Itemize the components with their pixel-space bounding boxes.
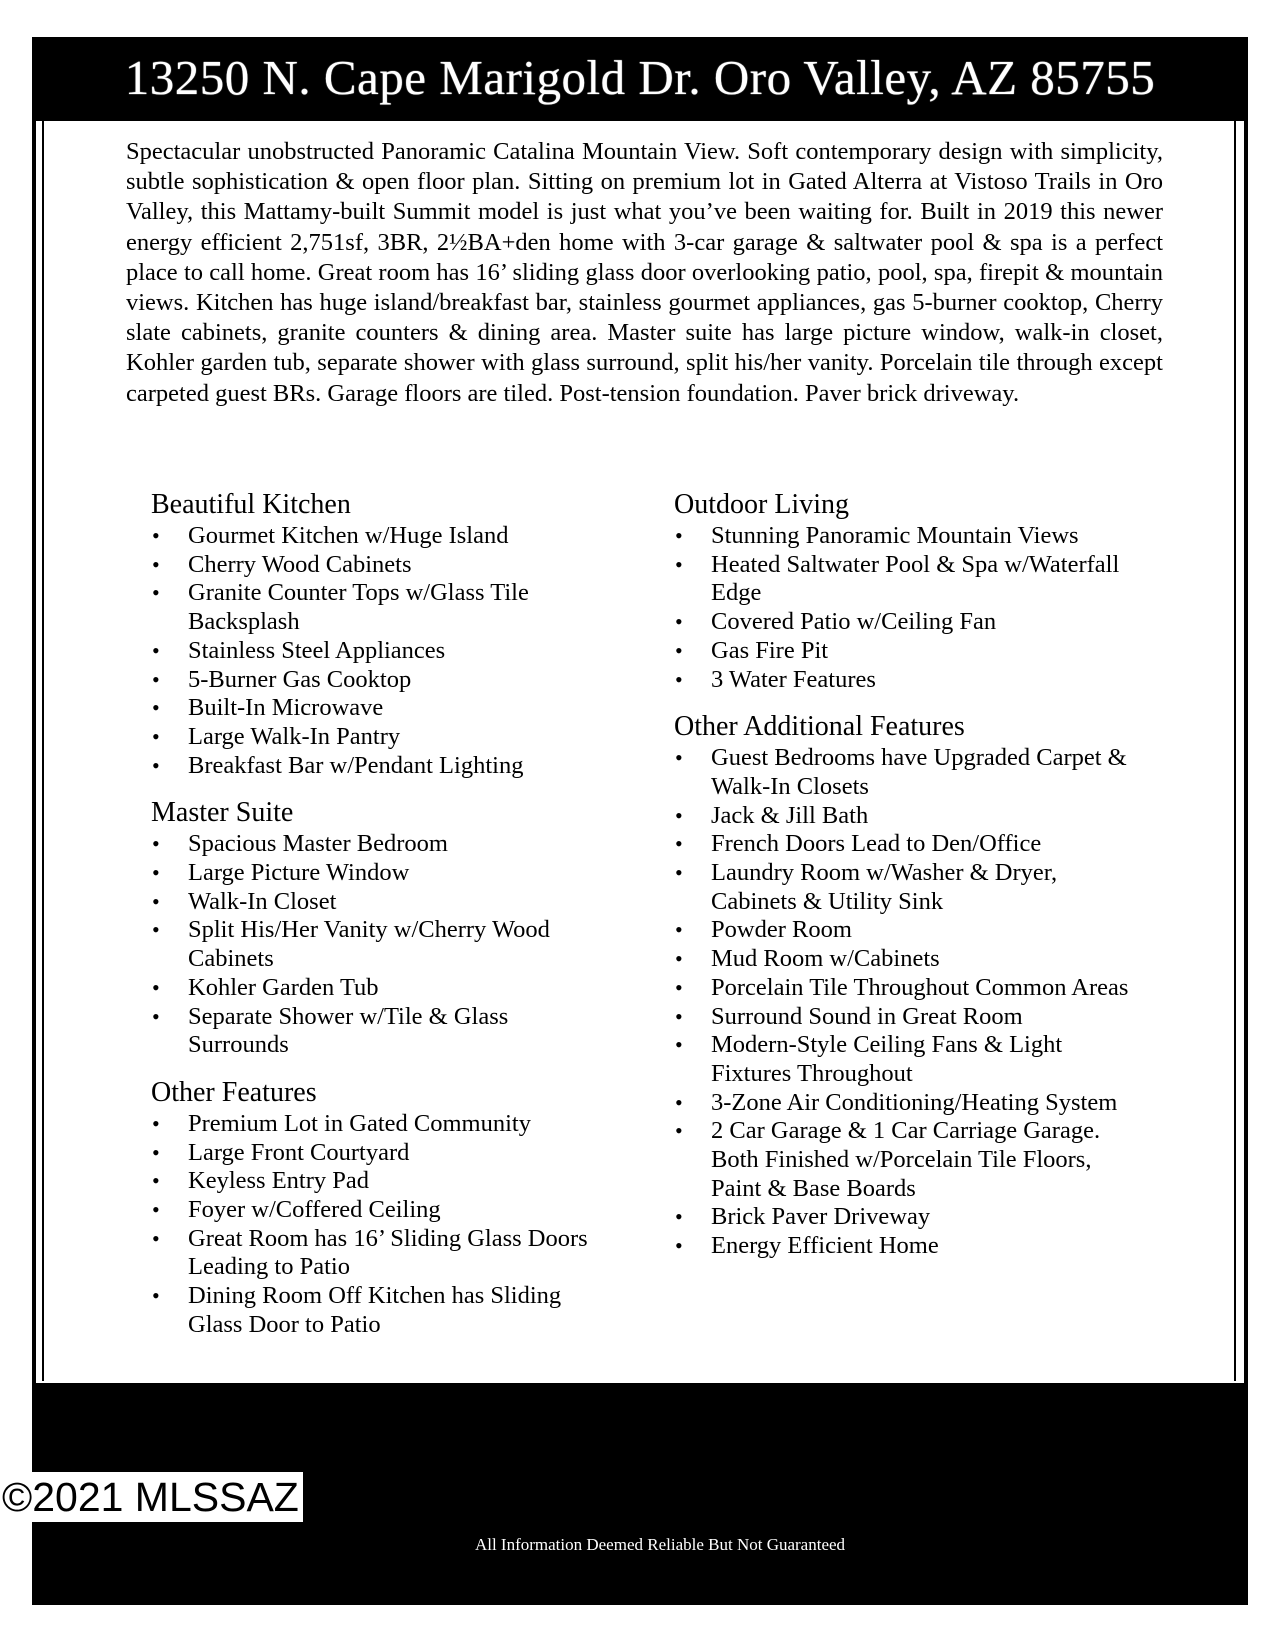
- feature-list-item: • Breakfast Bar w/Pendant Lighting: [151, 752, 611, 781]
- feature-list-item: • Porcelain Tile Throughout Common Areas: [674, 974, 1144, 1003]
- feature-list-item: • 3 Water Features: [674, 666, 1144, 695]
- feature-list-item: • Gas Fire Pit: [674, 637, 1144, 666]
- section-title-outdoor-living: Outdoor Living: [674, 489, 849, 520]
- feature-list-other-features: [151, 1110, 611, 1340]
- feature-list-item: • Foyer w/Coffered Ceiling: [151, 1196, 611, 1225]
- feature-list-item: • 5-Burner Gas Cooktop: [151, 666, 611, 695]
- feature-list-item: • Brick Paver Driveway: [674, 1203, 1144, 1232]
- feature-list-item: • 2 Car Garage & 1 Car Carriage Garage. Both Finished w/Porcelain Tile Floors, Paint & Base Boards: [674, 1117, 1144, 1203]
- feature-list-item: • Guest Bedrooms have Upgraded Carpet & Walk-In Closets: [674, 744, 1144, 801]
- feature-list-item: • Premium Lot in Gated Community: [151, 1110, 611, 1139]
- feature-list-item: • Heated Saltwater Pool & Spa w/Waterfall Edge: [674, 551, 1144, 608]
- section-outdoor-living: [674, 488, 1144, 694]
- feature-list-item: • 3-Zone Air Conditioning/Heating System: [674, 1089, 1144, 1118]
- feature-list-item: • Spacious Master Bedroom: [151, 830, 611, 859]
- feature-list-item: • Jack & Jill Bath: [674, 802, 1144, 831]
- feature-list-item: • Laundry Room w/Washer & Dryer, Cabinets & Utility Sink: [674, 859, 1144, 916]
- feature-list-item: • Large Walk-In Pantry: [151, 723, 611, 752]
- feature-list-item: • Stainless Steel Appliances: [151, 637, 611, 666]
- section-master-suite: [151, 796, 611, 1060]
- flyer-frame: [32, 37, 1248, 1605]
- section-title-additional-features: Other Additional Features: [674, 711, 965, 743]
- disclaimer-text: All Information Deemed Reliable But Not Guaranteed: [474, 1535, 846, 1554]
- content-area: [36, 121, 1244, 1383]
- feature-list-kitchen: [151, 522, 611, 780]
- feature-list-item: • Walk-In Closet: [151, 888, 611, 917]
- feature-list-master-suite: [151, 830, 611, 1060]
- feature-list-item: • Kohler Garden Tub: [151, 974, 611, 1003]
- feature-list-item: • Large Picture Window: [151, 859, 611, 888]
- copyright-watermark: ©2021 MLSSAZ: [0, 1472, 303, 1522]
- feature-list-item: • Powder Room: [674, 916, 1144, 945]
- section-title-other-features: Other Features: [151, 1076, 317, 1108]
- feature-list-item: • Modern-Style Ceiling Fans & Light Fixtures Throughout: [674, 1031, 1144, 1088]
- feature-list-item: • Granite Counter Tops w/Glass Tile Backsplash: [151, 579, 611, 636]
- feature-list-item: • Stunning Panoramic Mountain Views: [674, 522, 1144, 551]
- feature-list-item: • Large Front Courtyard: [151, 1139, 611, 1168]
- feature-list-item: • Split His/Her Vanity w/Cherry Wood Cabinets: [151, 916, 611, 973]
- feature-list-item: • Dining Room Off Kitchen has Sliding Glass Door to Patio: [151, 1282, 611, 1339]
- section-title-kitchen: Beautiful Kitchen: [151, 489, 351, 520]
- section-kitchen: [151, 488, 611, 780]
- feature-list-item: • French Doors Lead to Den/Office: [674, 830, 1144, 859]
- feature-list-item: • Keyless Entry Pad: [151, 1167, 611, 1196]
- section-additional-features: [674, 710, 1144, 1261]
- section-title-master-suite: Master Suite: [151, 797, 294, 829]
- property-description: Spectacular unobstructed Panoramic Catalina Mountain View. Soft contemporary design with simplicity, subtle sophistication & open floor plan. Sitting on premium lot in Gated Alterra at Vistoso Trails in Oro Valley, this Mattamy-built Summit model is just what you’ve been waiting for. Built in 2019 this newer energy efficient 2,751sf, 3BR, 2½BA+den home with 3-car garage & saltwater pool & spa is a perfect place to call home. Great room has 16’ sliding glass door overlooking patio, pool, spa, firepit & mountain views. Kitchen has huge island/breakfast bar, stainless gourmet appliances, gas 5-burner cooktop, Cherry slate cabinets, granite counters & dining area. Master suite has large picture window, walk-in closet, Kohler garden tub, separate shower with glass surround, split his/her vanity. Porcelain tile through except carpeted guest BRs. Garage floors are tiled. Post-tension foundation. Paver brick driveway.: [126, 138, 1163, 407]
- feature-list-item: • Mud Room w/Cabinets: [674, 945, 1144, 974]
- feature-list-outdoor-living: [674, 522, 1144, 694]
- feature-list-item: • Surround Sound in Great Room: [674, 1003, 1144, 1032]
- section-other-features: [151, 1076, 611, 1340]
- property-address-title: 13250 N. Cape Marigold Dr. Oro Valley, AZ 85755: [124, 49, 1156, 105]
- title-bar: [32, 37, 1248, 117]
- content-panel: [42, 121, 1236, 1381]
- features-right-column: [674, 488, 1144, 1277]
- feature-list-item: • Cherry Wood Cabinets: [151, 551, 611, 580]
- feature-list-item: • Built-In Microwave: [151, 694, 611, 723]
- feature-list-item: • Great Room has 16’ Sliding Glass Doors Leading to Patio: [151, 1225, 611, 1282]
- feature-list-additional-features: [674, 744, 1144, 1261]
- feature-list-item: • Covered Patio w/Ceiling Fan: [674, 608, 1144, 637]
- features-left-column: [151, 488, 611, 1356]
- feature-list-item: • Energy Efficient Home: [674, 1232, 1144, 1261]
- feature-list-item: • Separate Shower w/Tile & Glass Surrounds: [151, 1003, 611, 1060]
- feature-list-item: • Gourmet Kitchen w/Huge Island: [151, 522, 611, 551]
